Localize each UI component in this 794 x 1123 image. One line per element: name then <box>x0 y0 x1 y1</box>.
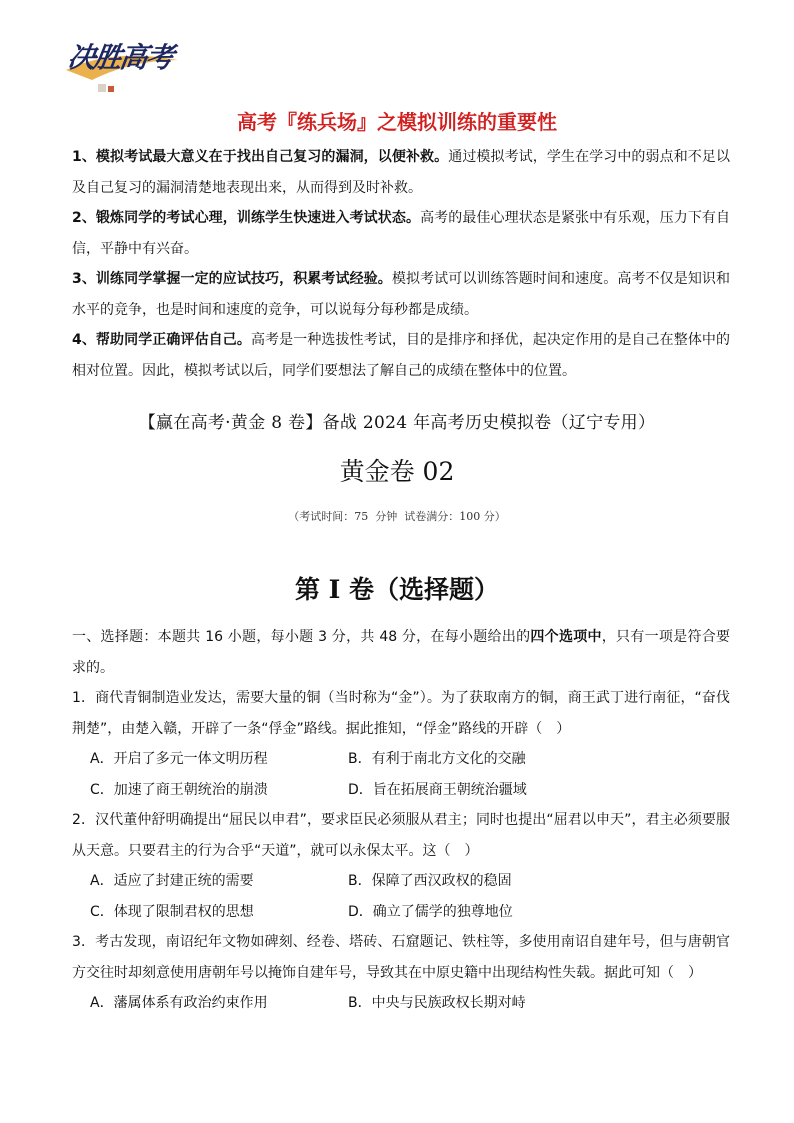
option-row <box>72 866 730 897</box>
exam-title: 【赢在高考·黄金 8 卷】备战 2024 年高考历史模拟卷（辽宁专用） <box>138 413 656 433</box>
option-b: B．保障了西汉政权的稳固 <box>348 873 512 889</box>
question-stem: 2．汉代董仲舒明确提出“屈民以申君”，要求臣民必须服从君主；同时也提出“屈君以申天”，君主必须要服从天意。只要君主的行为合乎“天道”，就可以永保太平。这（ ） <box>72 812 730 859</box>
intro-paragraph: 3、训练同学掌握一定的应试技巧，积累考试经验。模拟考试可以训练答题时间和速度。高考不仅是知识和水平的竞争，也是时间和速度的竞争，可以说每分每秒都是成绩。 <box>72 271 730 318</box>
option-row <box>72 897 730 928</box>
option-b: B．中央与民族政权长期对峙 <box>348 995 526 1011</box>
header-title: 高考『练兵场』之模拟训练的重要性 <box>237 110 557 134</box>
option-a: A．适应了封建正统的需要 <box>90 873 254 889</box>
intro-paragraph: 2、锻炼同学的考试心理，训练学生快速进入考试状态。高考的最佳心理状态是紧张中有乐观，压力下有自信，平静中有兴奋。 <box>72 210 731 257</box>
option-row <box>72 775 730 806</box>
questions-section <box>72 622 730 1019</box>
exam-subtitle: 黄金卷 02 <box>339 457 455 486</box>
intro-paragraph: 1、模拟考试最大意义在于找出自己复习的漏洞，以便补救。通过模拟考试，学生在学习中的弱点和不足以及自己复习的漏洞清楚地表现出来，从而得到及时补救。 <box>72 149 730 196</box>
option-a: A．开启了多元一体文明历程 <box>90 751 268 767</box>
logo <box>62 30 182 102</box>
option-c: C．体现了限制君权的思想 <box>90 903 254 920</box>
option-d: D．确立了儒学的独尊地位 <box>348 903 513 920</box>
exam-info: （考试时间：75 分钟 试卷满分：100 分） <box>288 510 506 523</box>
option-d: D．旨在拓展商王朝统治疆域 <box>348 781 527 798</box>
logo-text: 决胜高考 <box>65 41 175 74</box>
question-stem: 1．商代青铜制造业发达，需要大量的铜（当时称为“金”）。为了获取南方的铜，商王武丁进行南征，“奋伐荆楚”，由楚入赣，开辟了一条“俘金”路线。据此推知，“俘金”路线的开辟（ ） <box>72 690 730 737</box>
question-stem: 3．考古发现，南诏纪年文物如碑刻、经卷、塔砖、石窟题记、铁柱等，多使用南诏自建年号，但与唐朝官方交往时却刻意使用唐朝年号以掩饰自建年号，导致其在中原史籍中出现结构性失载。据此可知（ ） <box>72 934 730 981</box>
option-row <box>72 744 730 775</box>
instructions: 一、选择题：本题共 16 小题，每小题 3 分，共 48 分，在每小题给出的四个选项中，只有一项是符合要求的。 <box>72 629 730 676</box>
intro-section <box>72 142 730 386</box>
option-row <box>72 988 730 1019</box>
option-b: B．有利于南北方文化的交融 <box>348 751 526 767</box>
option-a: A．藩属体系有政治约束作用 <box>90 995 268 1011</box>
section-title: 第 I 卷（选择题） <box>294 575 500 604</box>
option-c: C．加速了商王朝统治的崩溃 <box>90 781 268 798</box>
intro-paragraph: 4、帮助同学正确评估自己。高考是一种选拔性考试，目的是排序和择优，起决定作用的是自己在整体中的相对位置。因此，模拟考试以后，同学们要想法了解自己的成绩在整体中的位置。 <box>72 332 731 379</box>
